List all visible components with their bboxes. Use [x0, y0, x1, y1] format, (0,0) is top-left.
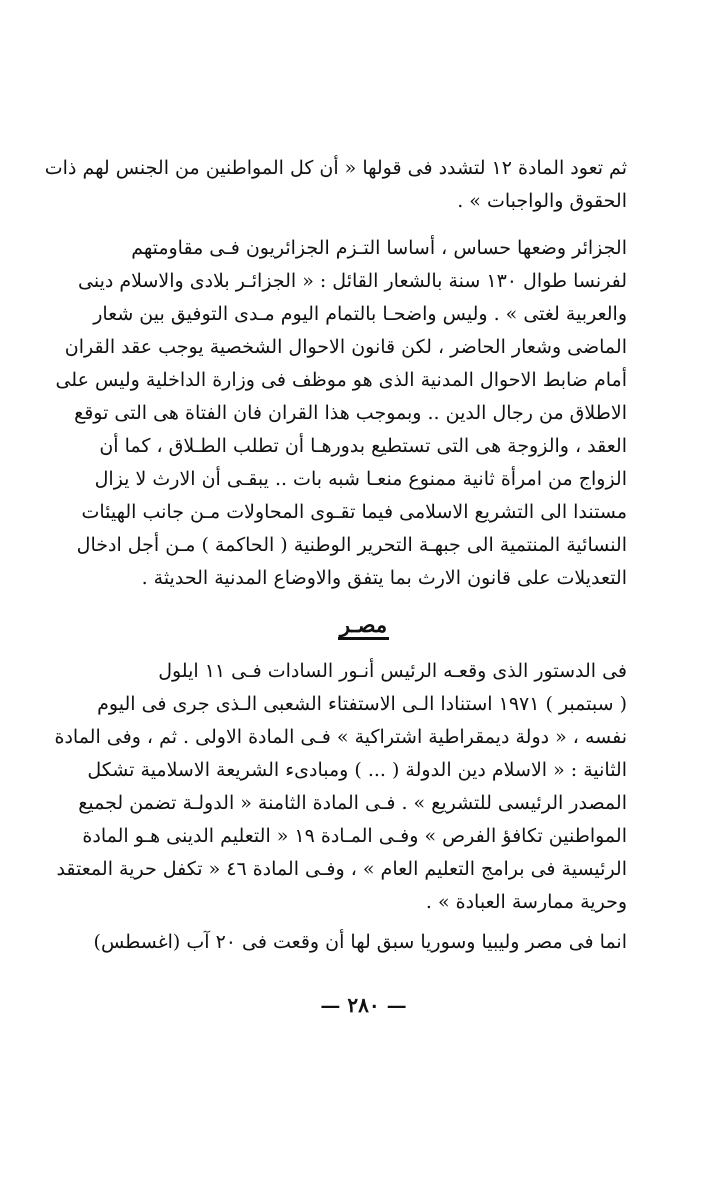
text-line: مستندا الى التشريع الاسلامى فيما تقـوى المحاولات مـن جانب الهيئات — [81, 501, 627, 523]
text-line: الماضى وشعار الحاضر ، لكن قانون الاحوال الشخصية يوجب عقد القران — [64, 336, 627, 358]
text-line: وحرية ممارسة العبادة » . — [425, 891, 627, 913]
paragraph-algeria-intro — [44, 152, 627, 218]
text-line: الحقوق والواجبات » . — [457, 190, 627, 212]
text-line: الرئيسية فى برامج التعليم العام » ، وفـى المادة ٤٦ « تكفل حرية المعتقد — [56, 858, 627, 880]
text-line: انما فى مصر وليبيا وسوريا سبق لها أن وقعت فى ٢٠ آب (اغسطس) — [93, 931, 627, 953]
text-line: فى الدستور الذى وقعـه الرئيس أنـور السادات فـى ١١ ايلول — [158, 660, 627, 682]
text-line: المصدر الرئيسى للتشريع » . فـى المادة الثامنة « الدولـة تضمن لجميع — [78, 792, 627, 814]
text-line: النسائية المنتمية الى جبهـة التحرير الوطنية ( الحاكمة ) مـن أجل ادخال — [76, 534, 627, 556]
paragraph-egypt — [54, 655, 627, 919]
text-line: لفرنسا طوال ١٣٠ سنة بالشعار القائل : « الجزائـر بلادى والاسلام دينى — [78, 270, 627, 292]
text-line: الثانية : « الاسلام دين الدولة ( ... ) ومبادىء الشريعة الاسلامية تشكل — [87, 759, 627, 781]
paragraph-algeria — [55, 232, 627, 595]
text-line: نفسه ، « دولة ديمقراطية اشتراكية » فـى المادة الاولى . ثم ، وفى المادة — [54, 726, 627, 748]
text-line: ثم تعود المادة ١٢ لتشدد فى قولها « أن كل المواطنين من الجنس لهم ذات — [44, 157, 627, 179]
text-line: الزواج من امرأة ثانية ممنوع منعـا شبه بات .. يبقـى أن الارث لا يزال — [94, 468, 627, 490]
text-line: والعربية لغتى » . وليس واضحـا بالتمام اليوم مـدى التوفيق بين شعار — [93, 303, 627, 325]
paragraph-closing — [82, 926, 627, 959]
section-heading — [0, 608, 727, 641]
text-line: التعديلات على قانون الارث بما يتفق والاوضاع المدنية الحديثة . — [141, 567, 627, 589]
text-line: ( سبتمبر ) ١٩٧١ استنادا الـى الاستفتاء الشعبى الـذى جرى فى اليوم — [97, 693, 627, 715]
text-line: الاطلاق من رجال الدين .. وبموجب هذا القران فان الفتاة هى التى توقع — [74, 402, 627, 424]
text-line: الجزائر وضعها حساس ، أساسا التـزم الجزائريون فـى مقاومتهم — [131, 237, 627, 259]
text-line: المواطنين تكافؤ الفرص » وفـى المـادة ١٩ « التعليم الدينى هـو المادة — [82, 825, 627, 847]
section-heading-text: مصـر — [338, 612, 389, 640]
text-line: أمام ضابط الاحوال المدنية الذى هو موظف فى وزارة الداخلية وليس على — [55, 369, 627, 391]
page-number: — ٢٨٠ — — [320, 993, 407, 1017]
text-line: العقد ، والزوجة هى التى تستطيع بدورهـا أن تطلب الطـلاق ، كما أن — [99, 435, 627, 457]
